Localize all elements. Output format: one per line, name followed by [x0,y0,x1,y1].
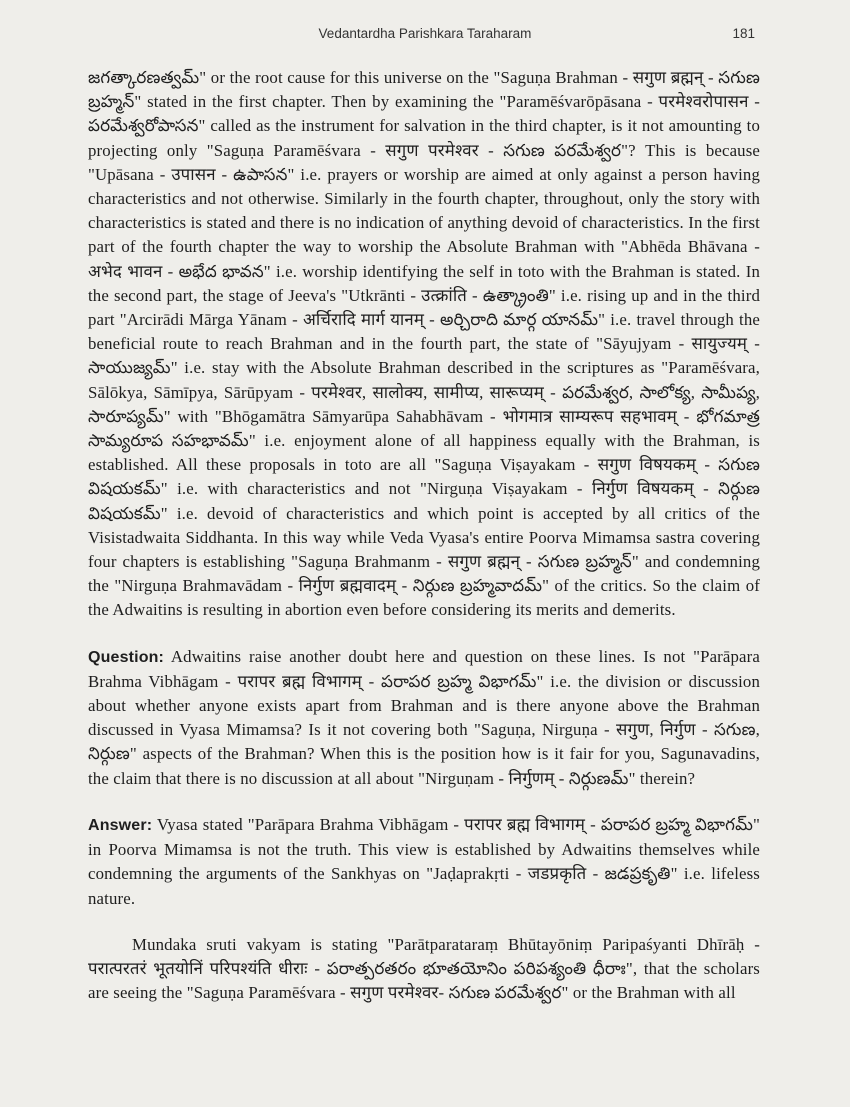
question-label: Question: [88,648,165,666]
book-title: Vedantardha Parishkara Taraharam [318,26,532,41]
question-text: Adwaitins raise another doubt here and question on these lines. Is not "Parāpara Brahma Vibhāgam - परापर ब्रह्म विभागम् - పరాపర బ్రహ్మ విభాగమ్" i.e. the division or discussion about whether anyone exists apart from Brahman and is there anyone above the Brahman discussed in Vyasa Mimamsa? Is it not covering both "Saguṇa, Nirguṇa - सगुण, निर्गुण - సగుణ, నిర్గుణ" aspects of the Brahman? When this is the position how is it fair for you, Sagunavadins, the claim that there is no discussion at all about "Nirguṇam - निर्गुणम् - నిర్గుణమ్" therein? [88,646,760,788]
body-text [88,66,760,1005]
closing-paragraph: Mundaka sruti vakyam is stating "Parātparataraṃ Bhūtayōniṃ Paripaśyanti Dhīrāḥ - परात्परतरं भूतयोनिं परिपश्यंति धीराः - పరాత్పరతరం భూతయోనిం పరిపశ్యంతి ధీరాః", that the scholars are seeing the "Saguṇa Paramēśvara - सगुण परमेश्वर- సగుణ పరమేశ్వర" or the Brahman with all [88,934,760,1003]
page-number: 181 [732,26,755,41]
running-header [0,20,850,44]
paragraph-continuation: జగత్కారణత్వమ్" or the root cause for this universe on the "Saguṇa Brahman - सगुण ब्रह्मन् - సగుణ బ్రహ్మన్" stated in the first chapter. Then by examining the "Paramēśvarōpāsana - परमेश्वरोपासन - పరమేశ్వరోపాసన" called as the instrument for salvation in the third chapter, is it not amounting to projecting only "Saguṇa Paramēśvara - सगुण परमेश्वर - సగుణ పరమేశ్వర"? This is because "Upāsana - उपासन - ఉపాసన" i.e. prayers or worship are aimed at only against a person having characteristics and not otherwise. Similarly in the fourth chapter, throughout, only the story with characteristics is stated and there is no indication of anything devoid of characteristics. In the first part of the fourth chapter the way to worship the Absolute Brahman with "Abhēda Bhāvana - अभेद भावन - అభేద భావన" i.e. worship identifying the self in toto with the Brahman is stated. In the second part, the stage of Jeeva's "Utkrānti - उत्क्रांति - ఉత్క్రాంతి" i.e. rising up and in the third part "Arcirādi Mārga Yānam - अर्चिरादि मार्ग यानम् - అర్చిరాది మార్గ యానమ్" i.e. travel through the beneficial route to reach Brahman and in the fourth part, the state of "Sāyujyam - सायुज्यम् - సాయుజ్యమ్" i.e. stay with the Absolute Brahman described in the scriptures as "Paramēśvara, Sālōkya, Sāmīpya, Sārūpyam - परमेश्वर, सालोक्य, सामीप्य, सारूप्यम् - పరమేశ్వర, సాలోక్య, సామీప్య, సారూప్యమ్" with "Bhōgamātra Sāmyarūpa Sahabhāvam - भोगमात्र साम्यरूप सहभावम् - భోగమాత్ర సామ్యరూప సహభావమ్" i.e. enjoyment alone of all happiness equally with the Brahman, is established. All these proposals in toto are all "Saguṇa Viṣayakam - सगुण विषयकम् - సగుణ విషయకమ్" i.e. with characteristics and not "Nirguṇa Viṣayakam - निर्गुण विषयकम् - నిర్గుణ విషయకమ్" i.e. devoid of characteristics and which point is accepted by all critics of the Visistadwaita Siddhanta. In this way while Veda Vyasa's entire Poorva Mimamsa sastra covering four chapters is establishing "Saguṇa Brahmanm - सगुण ब्रह्मन् - సగుణ బ్రహ్మన్" and condemning the "Nirguṇa Brahmavādam - निर्गुण ब्रह्मवादम् - నిర్గుణ బ్రహ్మవాదమ్" of the critics. So the claim of the Adwaitins is resulting in abortion even before considering its merits and demerits. [88,68,760,620]
answer-text: Vyasa stated "Parāpara Brahma Vibhāgam - परापर ब्रह्म विभागम् - పరాపర బ్రహ్మ విభాగమ్" in Poorva Mimamsa is not the truth. This view is established by Adwaitins themselves while condemning the arguments of the Sankhyas on "Jaḍaprakṛti - जडप्रकृति - జడప్రకృతి" i.e. lifeless nature. [88,814,760,908]
answer-label: Answer: [88,816,153,834]
question-paragraph [88,645,760,791]
answer-paragraph [88,813,760,911]
